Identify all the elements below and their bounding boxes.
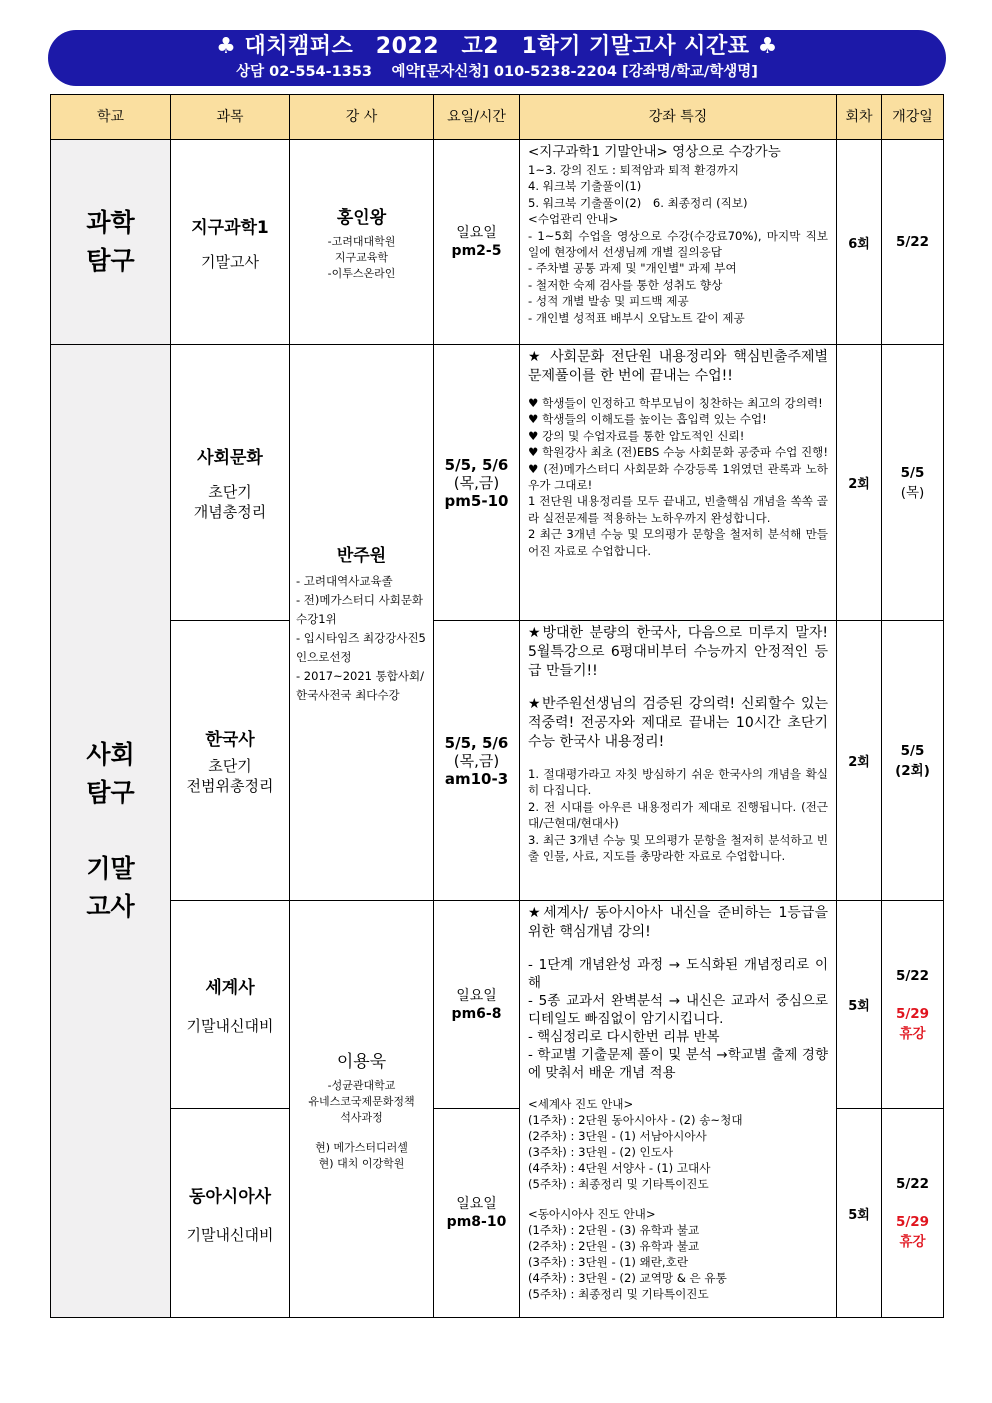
start-date: 5/5 <box>900 464 925 481</box>
desc-line: 4. 워크북 기출풀이(1) <box>528 179 642 194</box>
teacher-info: -고려대대학원 <box>327 234 396 248</box>
desc-line: ♥ 강의 및 수업자료를 통한 압도적인 신뢰! <box>528 428 745 443</box>
desc-line: (4주차) : 3단원 - (2) 교역망 & 은 유통 <box>528 1271 727 1285</box>
teacher-info: - 전)메가스터디 사회문화 수강1위 <box>296 592 424 626</box>
subject-cell <box>171 345 290 621</box>
session-count: 5회 <box>837 1109 882 1318</box>
desc-line: - 1~5회 수업을 영상으로 수강(수강료70%), 마지막 직보일에 현장에서 선생님께 개별 질의응답 <box>528 228 828 260</box>
time-cell <box>434 621 520 901</box>
desc-line: - 철저한 숙제 검사를 통한 성취도 향상 <box>528 277 723 292</box>
table-row <box>51 345 944 621</box>
schedule-table <box>50 94 944 1318</box>
table-row <box>51 140 944 345</box>
start-date: 5/22 <box>895 967 930 984</box>
start-date: 5/22 <box>895 234 930 250</box>
description-cell <box>520 621 837 901</box>
desc-line: (4주차) : 4단원 서양사 - (1) 고대사 <box>528 1161 711 1175</box>
time-hours: pm8-10 <box>446 1214 507 1230</box>
subject-subtitle: 기말내신대비 <box>186 1225 274 1244</box>
desc-line: (3주차) : 3단원 - (2) 인도사 <box>528 1145 674 1159</box>
desc-line: (1주차) : 2단원 - (3) 유학과 불교 <box>528 1223 700 1237</box>
session-count: 2회 <box>837 621 882 901</box>
col-header-features: 강좌 특징 <box>520 95 837 140</box>
desc-line: - 핵심정리로 다시한번 리뷰 반복 <box>528 1029 720 1045</box>
subject-cell <box>171 1109 290 1318</box>
subject-name: 사회문화 <box>197 448 263 468</box>
table-row <box>51 621 944 901</box>
teacher-name: 이용욱 <box>336 1051 387 1072</box>
time-cell <box>434 140 520 345</box>
break-date: 5/29 <box>895 1214 930 1230</box>
break-label: 휴강 <box>899 1025 926 1042</box>
time-day: 일요일 <box>456 1196 497 1212</box>
start-date: 5/22 <box>895 1176 930 1192</box>
desc-line: <수업관리 안내> <box>528 212 619 227</box>
desc-lead: ★반주원선생님의 검증된 강의력! 신뢰할수 있는 적중력! 전공자와 제대로 끝내는 10시간 초단기 수능 한국사 내용정리! <box>528 696 828 750</box>
subject-cell <box>171 621 290 901</box>
teacher-cell <box>290 901 434 1318</box>
title-banner <box>48 30 946 86</box>
description-cell <box>520 901 837 1318</box>
description-cell <box>520 140 837 345</box>
table-row <box>51 901 944 1109</box>
desc-line: - 주차별 공통 과제 및 "개인별" 과제 부여 <box>528 261 737 276</box>
contact-line: 상담 02-554-1353 예약[문자신청] 010-5238-2204 [강좌명/학교/학생명] <box>236 64 758 80</box>
teacher-info: 현) 메가스터디러셀 <box>315 1140 408 1154</box>
col-header-subject: 과목 <box>171 95 290 140</box>
break-date: 5/29 <box>895 1005 930 1022</box>
desc-line: (2주차) : 3단원 - (1) 서남아시아사 <box>528 1129 707 1143</box>
desc-line: 1 전단원 내용정리를 모두 끝내고, 빈출핵심 개념을 쏙쏙 골라 실전문제를 적용하는 노하우까지 완성합니다. <box>528 494 828 525</box>
time-days: (목,금) <box>453 751 500 770</box>
start-date-cell <box>882 345 944 621</box>
teacher-info: 현) 대치 이강학원 <box>318 1156 405 1170</box>
col-header-teacher: 강 사 <box>290 95 434 140</box>
time-day: 일요일 <box>456 225 497 241</box>
desc-line: ♥ 학원강사 최초 (전)EBS 수능 사회문화 공중파 수업 진행! <box>528 445 828 460</box>
subject-name: 동아시아사 <box>188 1186 272 1207</box>
subject-name: 지구과학1 <box>191 217 269 238</box>
header-row <box>51 95 944 140</box>
time-day: 일요일 <box>456 987 497 1004</box>
desc-line: <동아시아사 진도 안내> <box>528 1207 656 1221</box>
desc-line: ♥ 학생들이 인정하고 학부모님이 칭찬하는 최고의 강의력! <box>528 396 823 410</box>
group-science: 과학 탐구 <box>51 140 171 345</box>
desc-line: 5. 워크북 기출풀이(2) 6. 최종정리 (직보) <box>528 195 748 210</box>
subject-name: 한국사 <box>205 730 255 750</box>
subject-subtitle: 초단기 전범위총정리 <box>186 757 274 795</box>
desc-line: 2 최근 3개년 수능 및 모의평가 문항을 철저히 분석해 만들어진 자료로 수업합니다. <box>528 527 828 558</box>
desc-line: (5주차) : 최종정리 및 기타특이진도 <box>528 1177 709 1191</box>
teacher-cell <box>290 345 434 901</box>
start-date-cell <box>882 1109 944 1318</box>
start-date-cell <box>882 140 944 345</box>
subject-name: 세계사 <box>205 978 255 998</box>
time-cell <box>434 901 520 1109</box>
desc-lead: ★방대한 분량의 한국사, 다음으로 미루지 말자! 5월특강으로 6평대비부터 수능까지 안정적인 등급 만들기!! <box>528 625 828 679</box>
desc-line: 2. 전 시대를 아우른 내용정리가 제대로 진행됩니다. (전근대/근현대/현대사) <box>528 799 828 831</box>
desc-line: 3. 최근 3개년 수능 및 모의평가 문항을 철저히 분석하고 빈출 인물, 사료, 지도를 총망라한 자료로 수업합니다. <box>528 832 828 864</box>
teacher-info: - 2017~2021 통합사회/한국사전국 최다수강 <box>296 668 424 702</box>
time-hours: pm2-5 <box>451 243 502 259</box>
teacher-info: 지구교육학 <box>334 250 389 264</box>
time-dates: 5/5, 5/6 <box>444 733 509 752</box>
col-header-time: 요일/시간 <box>434 95 520 140</box>
time-hours: pm6-8 <box>451 1005 502 1022</box>
desc-line: - 1단계 개념완성 과정 → 도식화된 개념정리로 이해 <box>528 957 828 991</box>
col-header-school: 학교 <box>51 95 171 140</box>
teacher-info: -성균관대학교 <box>327 1078 396 1092</box>
desc-line: <지구과학1 기말안내> 영상으로 수강가능 <box>528 144 781 160</box>
time-cell <box>434 345 520 621</box>
teacher-cell <box>290 140 434 345</box>
desc-line: ♥ (전)메가스터디 사회문화 수강등록 1위였던 관록과 노하우가 그대로! <box>528 461 828 493</box>
subject-cell <box>171 901 290 1109</box>
teacher-name: 홍인왕 <box>336 207 387 228</box>
start-note: (목) <box>900 484 925 501</box>
teacher-info: - 고려대역사교육졸 <box>296 573 393 588</box>
page-title: ♣ 대치캠퍼스 2022 고2 1학기 기말고사 시간표 ♣ <box>216 34 778 59</box>
session-count: 5회 <box>837 901 882 1109</box>
start-date-cell <box>882 901 944 1109</box>
description-cell <box>520 345 837 621</box>
desc-lead: ★세계사/ 동아시아사 내신을 준비하는 1등급을 위한 핵심개념 강의! <box>528 905 828 940</box>
desc-line: <세계사 진도 안내> <box>528 1097 634 1111</box>
break-label: 휴강 <box>899 1234 926 1250</box>
col-header-start: 개강일 <box>882 95 944 140</box>
time-cell <box>434 1109 520 1318</box>
desc-line: (3주차) : 3단원 - (1) 왜란,호란 <box>528 1255 689 1269</box>
teacher-info: -이투스온라인 <box>327 266 396 280</box>
start-note: (2회) <box>895 762 930 779</box>
desc-line: - 학교별 기출문제 풀이 및 분석 →학교별 출제 경향에 맞춰서 배운 개념 적용 <box>528 1047 828 1081</box>
desc-lead: ★ 사회문화 전단원 내용정리와 핵심빈출주제별 문제풀이를 한 번에 끝내는 수업!! <box>528 349 828 384</box>
teacher-info: - 입시타임즈 최강강사진5인으로선정 <box>296 630 426 664</box>
time-days: (목,금) <box>453 473 500 492</box>
teacher-name: 반주원 <box>336 545 387 566</box>
subject-subtitle: 기말고사 <box>201 252 259 271</box>
desc-line: ♥ 학생들의 이해도를 높이는 흡입력 있는 수업! <box>528 412 767 427</box>
desc-line: (2주차) : 2단원 - (3) 유학과 불교 <box>528 1239 700 1253</box>
subject-cell <box>171 140 290 345</box>
desc-line: 1. 절대평가라고 자칫 방심하기 쉬운 한국사의 개념을 확실히 다집니다. <box>528 767 828 798</box>
time-hours: pm5-10 <box>444 491 509 510</box>
teacher-info: 석사과정 <box>340 1110 383 1124</box>
desc-line: (5주차) : 최종정리 및 기타특이진도 <box>528 1287 709 1301</box>
desc-line: (1주차) : 2단원 동아시아사 - (2) 송~청대 <box>528 1113 743 1127</box>
desc-line: - 성적 개별 발송 및 피드백 제공 <box>528 294 689 309</box>
teacher-info: 유네스코국제문화정책 <box>308 1094 415 1108</box>
start-date-cell <box>882 621 944 901</box>
start-date: 5/5 <box>900 742 925 759</box>
subject-subtitle: 기말내신대비 <box>186 1017 274 1035</box>
session-count: 6회 <box>837 140 882 345</box>
desc-line: - 5종 교과서 완벽분석 → 내신은 교과서 중심으로 디테일도 빠짐없이 암기시킵니다. <box>528 993 828 1027</box>
desc-line: 1~3. 강의 진도 : 퇴적암과 퇴적 환경까지 <box>528 163 739 177</box>
time-dates: 5/5, 5/6 <box>444 455 509 474</box>
group-social: 사회 탐구 기말 고사 <box>51 345 171 1318</box>
desc-line: - 개인별 성적표 배부시 오답노트 같이 제공 <box>528 310 745 325</box>
time-hours: am10-3 <box>444 769 509 788</box>
subject-subtitle: 초단기 개념총정리 <box>193 483 267 521</box>
session-count: 2회 <box>837 345 882 621</box>
col-header-count: 회차 <box>837 95 882 140</box>
